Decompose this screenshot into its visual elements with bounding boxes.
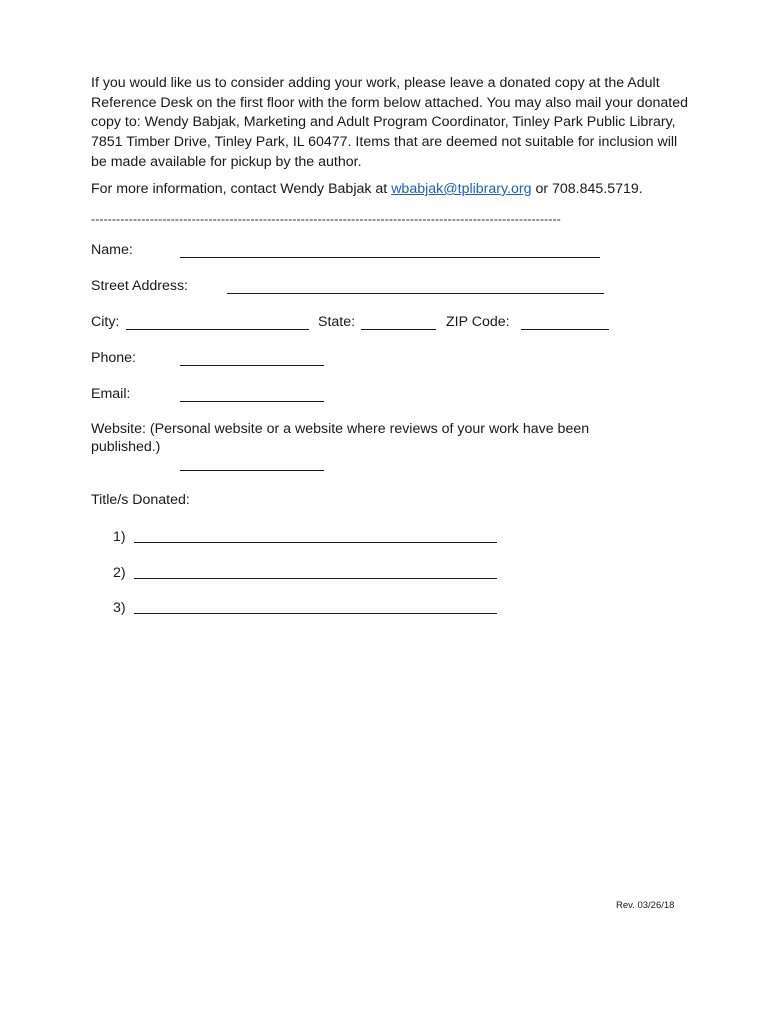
website-field[interactable]: [180, 456, 324, 471]
title-number-3: 3): [113, 600, 126, 616]
revision-date: Rev. 03/26/18: [616, 900, 675, 911]
name-label: Name:: [91, 242, 133, 258]
website-label: Website: (Personal website or a website where reviews of your work have been published.): [91, 421, 590, 455]
name-field[interactable]: [180, 243, 600, 258]
title-1-field[interactable]: [134, 528, 497, 543]
contact-line: [91, 180, 731, 200]
title-3-field[interactable]: [134, 599, 497, 614]
city-label: City:: [91, 314, 120, 330]
zip-code-field[interactable]: [521, 315, 609, 330]
cut-line-separator: ----------------------------------------------------------------------------------------------------------------: [91, 212, 561, 226]
title-2-field[interactable]: [134, 564, 497, 579]
zip-code-label: ZIP Code:: [446, 314, 510, 330]
city-field[interactable]: [126, 315, 309, 330]
email-field[interactable]: [180, 387, 324, 402]
contact-suffix: or 708.845.5719.: [531, 181, 643, 197]
street-address-field[interactable]: [227, 279, 604, 294]
titles-donated-label: Title/s Donated:: [91, 492, 190, 508]
phone-field[interactable]: [180, 351, 324, 366]
title-number-2: 2): [113, 565, 126, 581]
email-label: Email:: [91, 386, 131, 402]
state-label: State:: [318, 314, 356, 330]
contact-prefix: For more information, contact Wendy Babjak at: [91, 181, 392, 197]
phone-label: Phone:: [91, 350, 136, 366]
street-address-label: Street Address:: [91, 278, 188, 294]
intro-paragraph: If you would like us to consider adding your work, please leave a donated copy at the Adult Reference Desk on the first floor with the form below attached. You may also mail your donated copy to: Wendy Babjak, Marketing and Adult Program Coordinator, Tinley Park Public Library, 7851 Timber Drive, Tinley Park, IL 60477. Items that are deemed not suitable for inclusion will be made available for pickup by the author.: [91, 75, 688, 170]
contact-email-link[interactable]: wbabjak@tplibrary.org: [391, 181, 532, 197]
state-field[interactable]: [361, 315, 436, 330]
title-number-1: 1): [113, 529, 126, 545]
